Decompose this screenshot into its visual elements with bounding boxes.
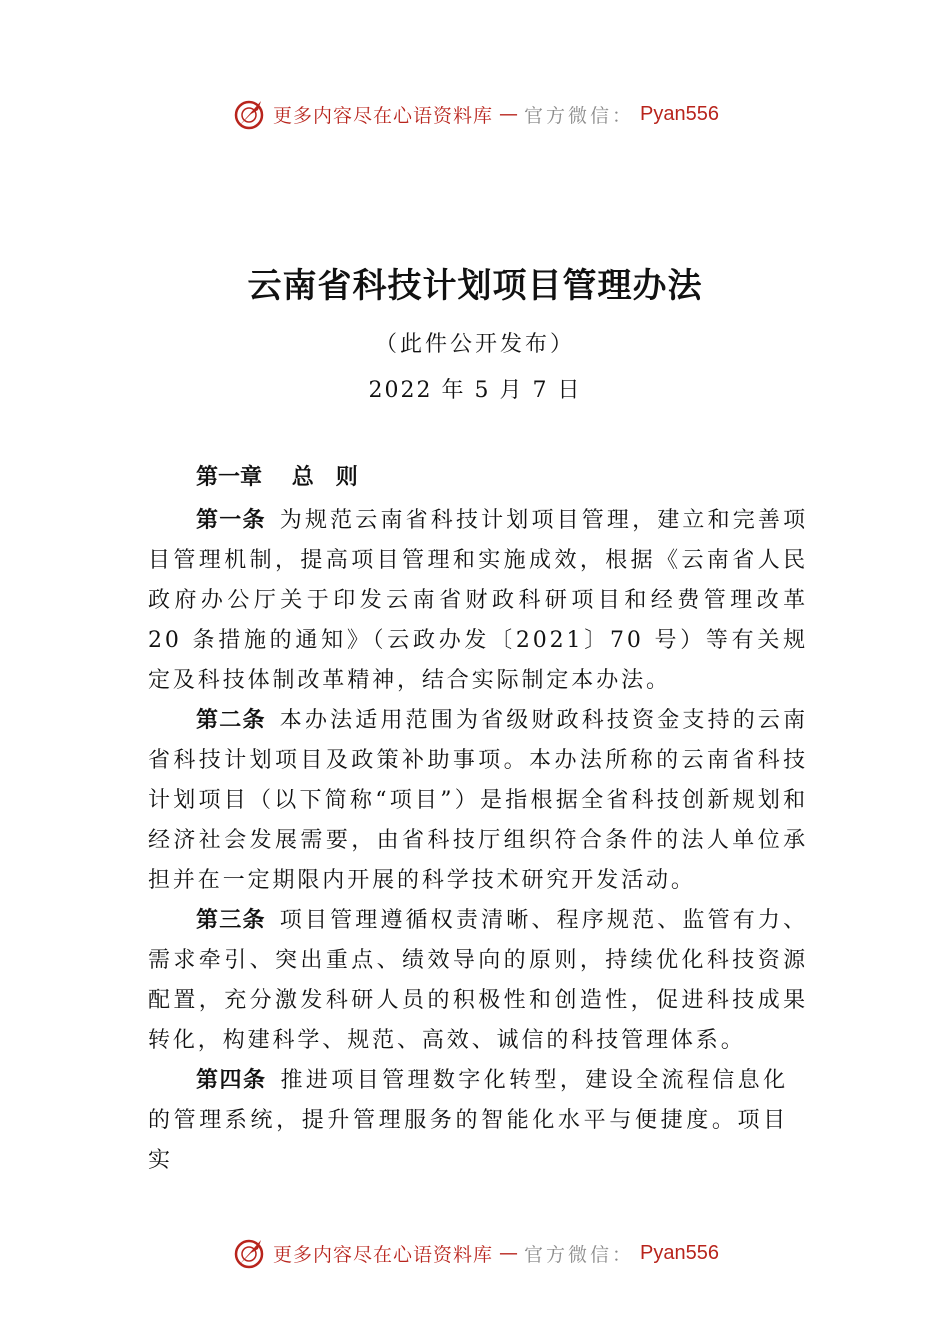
- article-text: 为规范云南省科技计划项目管理，建立和完善项目管理机制，提高项目管理和实施成效，根据《云南省人民政府办公厅关于印发云南省财政科研项目和经费管理改革 20 条措施的通知》（云政办发〔2021〕70 号）等有关规定及科技体制改革精神，结合实际制定本办法。: [148, 508, 808, 693]
- article-text: 推进项目管理数字化转型，建设全流程信息化的管理系统，提升管理服务的智能化水平与便捷度。项目实: [148, 1068, 788, 1173]
- document-subtitle: （此件公开发布）: [374, 332, 575, 357]
- article-3: [148, 901, 808, 1061]
- article-1: [148, 501, 808, 701]
- watermark-wechat-id: Pyan556: [640, 102, 719, 125]
- document-body: [148, 458, 808, 1181]
- chapter-heading: [196, 458, 808, 498]
- watermark-label: 官方微信：: [524, 1243, 635, 1266]
- watermark-label: 官方微信：: [524, 104, 635, 127]
- article-label: 第二条: [196, 708, 266, 733]
- header-watermark: [0, 94, 950, 134]
- quill-seal-icon: [231, 96, 267, 132]
- article-text: 项目管理遵循权责清晰、程序规范、监管有力、需求牵引、突出重点、绩效导向的原则，持续优化科技资源配置，充分激发科研人员的积极性和创造性，促进科技成果转化，构建科学、规范、高效、诚信的科技管理体系。: [148, 908, 808, 1053]
- article-label: 第一条: [196, 508, 266, 533]
- chapter-number: 第一章: [196, 465, 263, 490]
- document-date: 2022 年 5 月 7 日: [368, 378, 582, 403]
- article-label: 第四条: [196, 1068, 267, 1093]
- document-title: 云南省科技计划项目管理办法: [247, 266, 703, 306]
- watermark-wechat-id: Pyan556: [640, 1241, 719, 1264]
- chapter-name: 总 则: [291, 465, 358, 490]
- article-2: [148, 701, 808, 901]
- watermark-dash: —: [499, 1242, 519, 1264]
- article-4: [148, 1061, 788, 1181]
- watermark-text: 更多内容尽在心语资料库: [273, 104, 494, 127]
- footer-watermark: [0, 1233, 950, 1273]
- watermark-text: 更多内容尽在心语资料库: [273, 1243, 494, 1266]
- article-label: 第三条: [196, 908, 266, 933]
- article-text: 本办法适用范围为省级财政科技资金支持的云南省科技计划项目及政策补助事项。本办法所称的云南省科技计划项目（以下简称“项目”）是指根据全省科技创新规划和经济社会发展需要，由省科技厅组织符合条件的法人单位承担并在一定期限内开展的科学技术研究开发活动。: [148, 708, 808, 893]
- watermark-dash: —: [499, 103, 519, 125]
- quill-seal-icon: [231, 1235, 267, 1271]
